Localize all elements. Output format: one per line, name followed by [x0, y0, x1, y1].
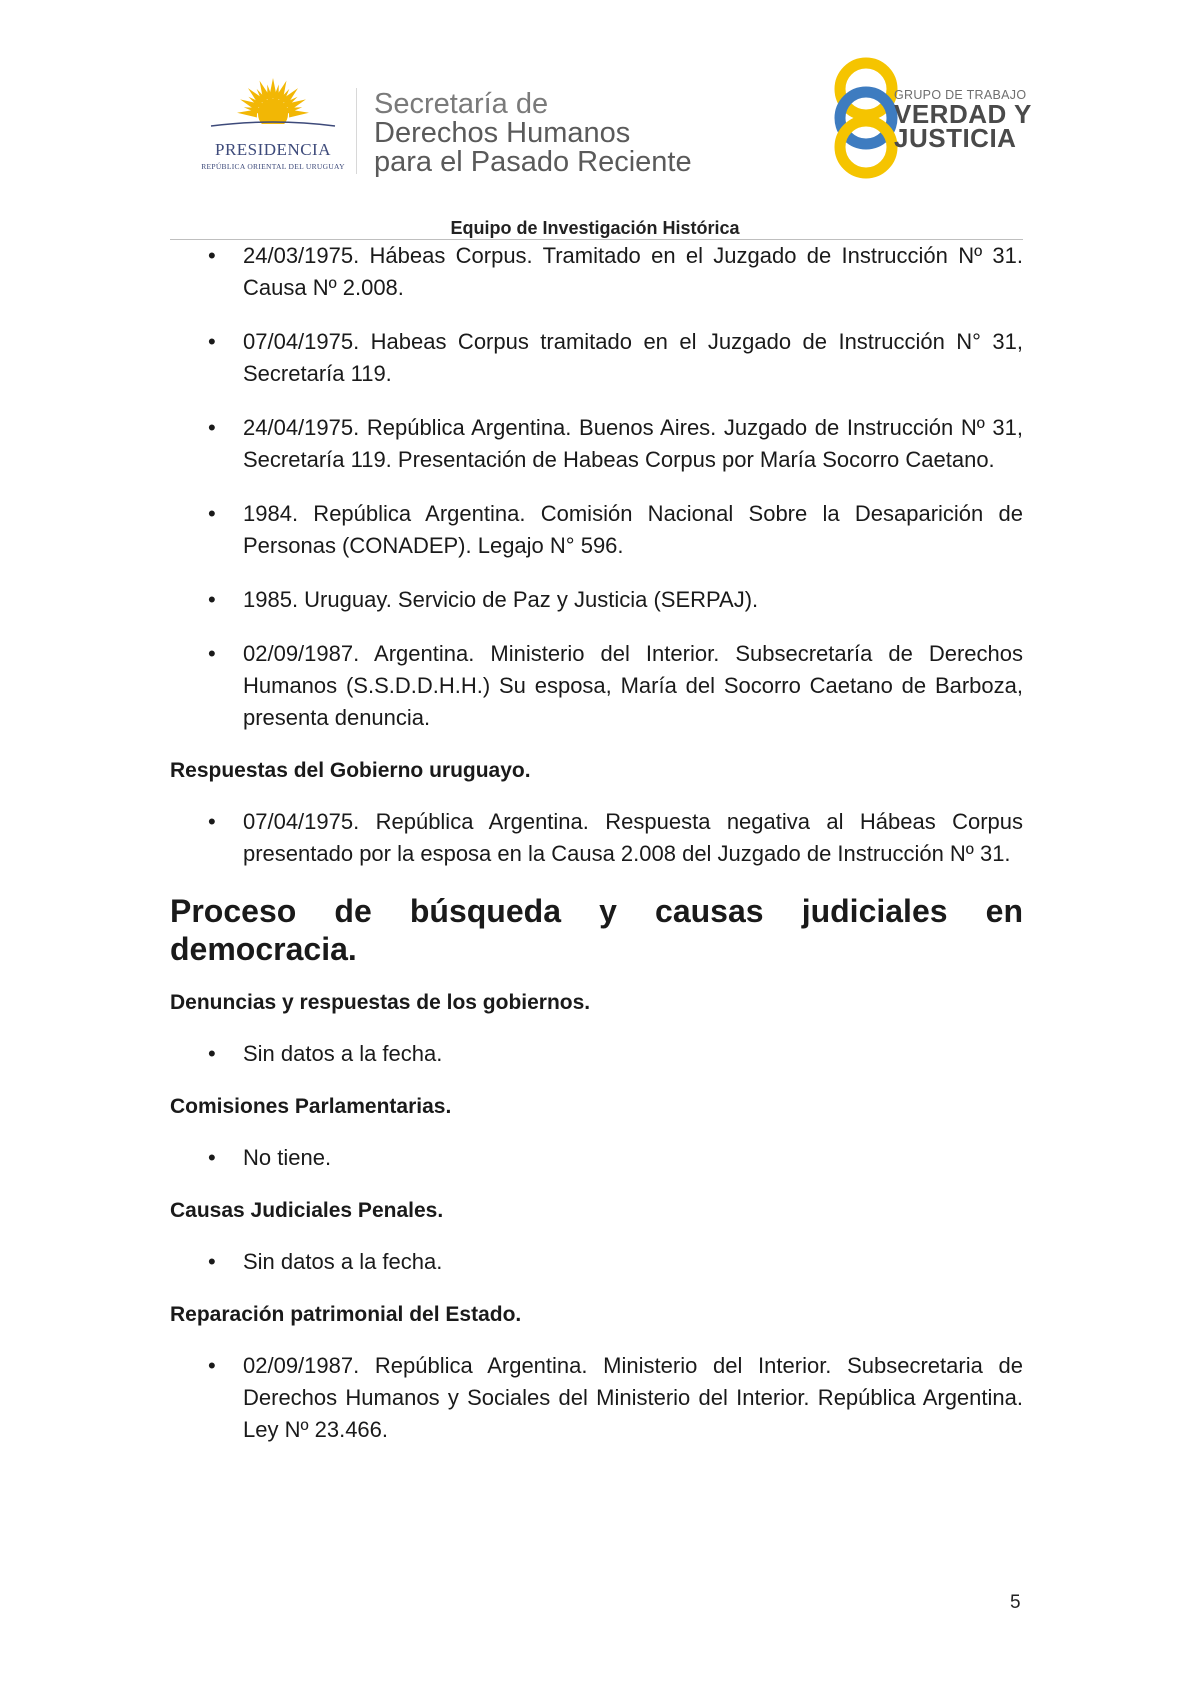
- proceso-heading-line-1: Proceso de búsqueda y causas judiciales en: [170, 893, 1023, 929]
- list-item: • No tiene.: [170, 1142, 1023, 1174]
- list-item: • 1984. República Argentina. Comisión Nacional Sobre la Desaparición de Personas (CONADEP). Legajo N° 596.: [170, 498, 1023, 562]
- grupo-line-2: JUSTICIA: [894, 123, 1017, 153]
- proceso-heading: [170, 892, 1023, 968]
- logo-divider: [356, 88, 357, 174]
- list-item: • Sin datos a la fecha.: [170, 1246, 1023, 1278]
- list-item: • 02/09/1987. República Argentina. Ministerio del Interior. Subsecretaria de Derechos Humanos y Sociales del Ministerio del Interior. República Argentina. Ley Nº 23.466.: [170, 1350, 1023, 1446]
- grupo-line-1: VERDAD Y: [894, 99, 1032, 129]
- secretaria-line-2: Derechos Humanos: [374, 117, 631, 149]
- presidencia-logo: [198, 78, 348, 178]
- denuncias-heading: Denuncias y respuestas de los gobiernos.: [170, 991, 591, 1014]
- secretaria-title: [374, 90, 692, 177]
- secretaria-line-3: para el Pasado Reciente: [374, 146, 692, 178]
- reparacion-heading: Reparación patrimonial del Estado.: [170, 1303, 522, 1326]
- list-item: • 1985. Uruguay. Servicio de Paz y Justicia (SERPAJ).: [170, 584, 1023, 616]
- list-item: • 24/03/1975. Hábeas Corpus. Tramitado en el Juzgado de Instrucción Nº 31. Causa Nº 2.008.: [170, 240, 1023, 304]
- comisiones-list: [170, 1142, 1023, 1174]
- comisiones-heading: Comisiones Parlamentarias.: [170, 1095, 452, 1118]
- respuestas-heading: Respuestas del Gobierno uruguayo.: [170, 759, 531, 782]
- list-item: • 07/04/1975. República Argentina. Respuesta negativa al Hábeas Corpus presentado por la esposa en la Causa 2.008 del Juzgado de Instrucción Nº 31.: [170, 806, 1023, 870]
- respuestas-list: [170, 806, 1023, 870]
- grupo-small: GRUPO DE TRABAJO: [894, 88, 1027, 102]
- records-list: [170, 240, 1023, 734]
- reparacion-list: [170, 1350, 1023, 1446]
- list-item: • 07/04/1975. Habeas Corpus tramitado en el Juzgado de Instrucción N° 31, Secretaría 119.: [170, 326, 1023, 390]
- presidencia-subtitle: REPÚBLICA ORIENTAL DEL URUGUAY: [201, 162, 345, 171]
- page-content: [170, 240, 1023, 1468]
- list-item: • Sin datos a la fecha.: [170, 1038, 1023, 1070]
- page-number: 5: [1010, 1592, 1021, 1613]
- secretaria-line-1: Secretaría de: [374, 88, 549, 120]
- causas-heading: Causas Judiciales Penales.: [170, 1199, 444, 1222]
- grupo-trabajo-text: [894, 88, 1032, 153]
- list-item: • 02/09/1987. Argentina. Ministerio del Interior. Subsecretaría de Derechos Humanos (S.S.D.D.H.H.) Su esposa, María del Socorro Caetano de Barboza, presenta denuncia.: [170, 638, 1023, 734]
- sun-icon: [198, 78, 348, 140]
- page-header: [0, 0, 1190, 220]
- presidencia-text: PRESIDENCIA: [214, 140, 331, 159]
- denuncias-list: [170, 1038, 1023, 1070]
- team-title: Equipo de Investigación Histórica: [450, 218, 740, 238]
- proceso-heading-line-2: democracia.: [170, 931, 357, 967]
- causas-list: [170, 1246, 1023, 1278]
- list-item: • 24/04/1975. República Argentina. Buenos Aires. Juzgado de Instrucción Nº 31, Secretaría 119. Presentación de Habeas Corpus por María Socorro Caetano.: [170, 412, 1023, 476]
